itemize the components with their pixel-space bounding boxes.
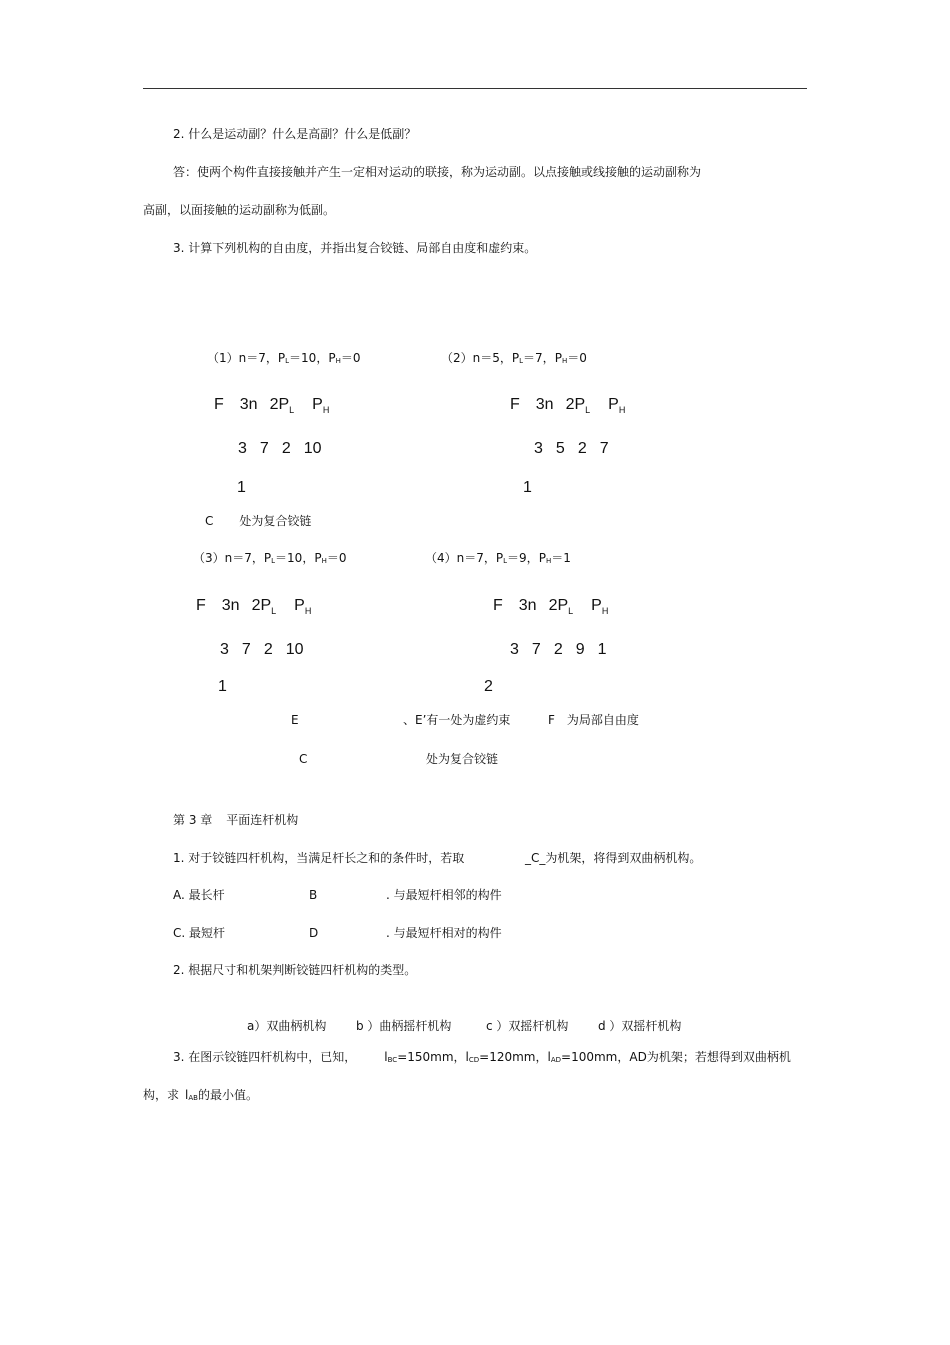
case-2-params: （2）n＝5，PL＝7，PH＝0 xyxy=(441,351,587,365)
case-2-calc: 3 5 2 7 xyxy=(534,440,609,457)
ch3-question-1a: 1. 对于铰链四杆机构，当满足杆长之和的条件时，若取 xyxy=(173,851,465,865)
option-d-text: . 与最短杆相对的构件 xyxy=(386,926,502,940)
header-rule xyxy=(143,88,807,89)
chapter-3-heading: 第 3 章 平面连杆机构 xyxy=(173,813,299,827)
note-e-redundant: 、E’有一处为虚约束 xyxy=(403,713,511,727)
case-1-params: （1）n＝7，PL＝10，PH＝0 xyxy=(207,351,361,365)
answer-line-2: 高副，以面接触的运动副称为低副。 xyxy=(143,203,336,217)
note-c: C xyxy=(299,752,308,766)
ch3-question-1b: _C_为机架，将得到双曲柄机构。 xyxy=(525,851,702,865)
case-4-result: 2 xyxy=(484,678,493,695)
note-c-text: 处为复合铰链 xyxy=(426,752,499,766)
question-2: 2. 什么是运动副？什么是高副？什么是低副？ xyxy=(173,127,417,141)
answer-line-1: 答：使两个构件直接接触并产生一定相对运动的联接，称为运动副。以点接触或线接触的运动副称为 xyxy=(173,165,702,179)
option-d: D xyxy=(309,926,319,940)
case-2-result: 1 xyxy=(523,479,532,496)
answer-a: a）双曲柄机构 xyxy=(247,1019,327,1033)
answer-b: b ）曲柄摇杆机构 xyxy=(356,1019,452,1033)
case-1-result: 1 xyxy=(237,479,246,496)
answer-d: d ）双摇杆机构 xyxy=(598,1019,682,1033)
case-3-params: （3）n＝7，PL＝10，PH＝0 xyxy=(193,551,347,565)
case-1-calc: 3 7 2 10 xyxy=(238,440,322,457)
answer-c: c ）双摇杆机构 xyxy=(486,1019,569,1033)
option-b-text: . 与最短杆相邻的构件 xyxy=(386,888,502,902)
case-2-formula: F 3n $2P_L$ $P_H$ xyxy=(510,396,626,415)
note-e: E xyxy=(291,713,299,727)
case-3-formula: F 3n $2P_L$ $P_H$ xyxy=(196,597,312,616)
case-4-calc: 3 7 2 9 1 xyxy=(510,641,607,658)
option-b: B xyxy=(309,888,318,902)
option-a: A. 最长杆 xyxy=(173,888,225,902)
option-c: C. 最短杆 xyxy=(173,926,226,940)
ch3-question-3: 3. 在图示铰链四杆机构中，已知， lBC=150mm，lCD=120mm，lAD=100mm，AD为机架；若想得到双曲柄机 xyxy=(173,1050,791,1064)
case-1-note: C 处为复合铰链 xyxy=(205,514,312,528)
question-3: 3. 计算下列机构的自由度，并指出复合铰链、局部自由度和虚约束。 xyxy=(173,241,537,255)
ch3-question-3-cont: 构，求 lAB的最小值。 xyxy=(143,1088,258,1102)
ch3-question-2: 2. 根据尺寸和机架判断铰链四杆机构的类型。 xyxy=(173,963,417,977)
case-3-calc: 3 7 2 10 xyxy=(220,641,304,658)
note-f: F 为局部自由度 xyxy=(548,713,639,727)
case-1-formula: F 3n $2P_L$ $P_H$ xyxy=(214,396,330,415)
case-4-params: （4）n＝7，PL＝9，PH＝1 xyxy=(425,551,571,565)
case-3-result: 1 xyxy=(218,678,227,695)
case-4-formula: F 3n $2P_L$ $P_H$ xyxy=(493,597,609,616)
